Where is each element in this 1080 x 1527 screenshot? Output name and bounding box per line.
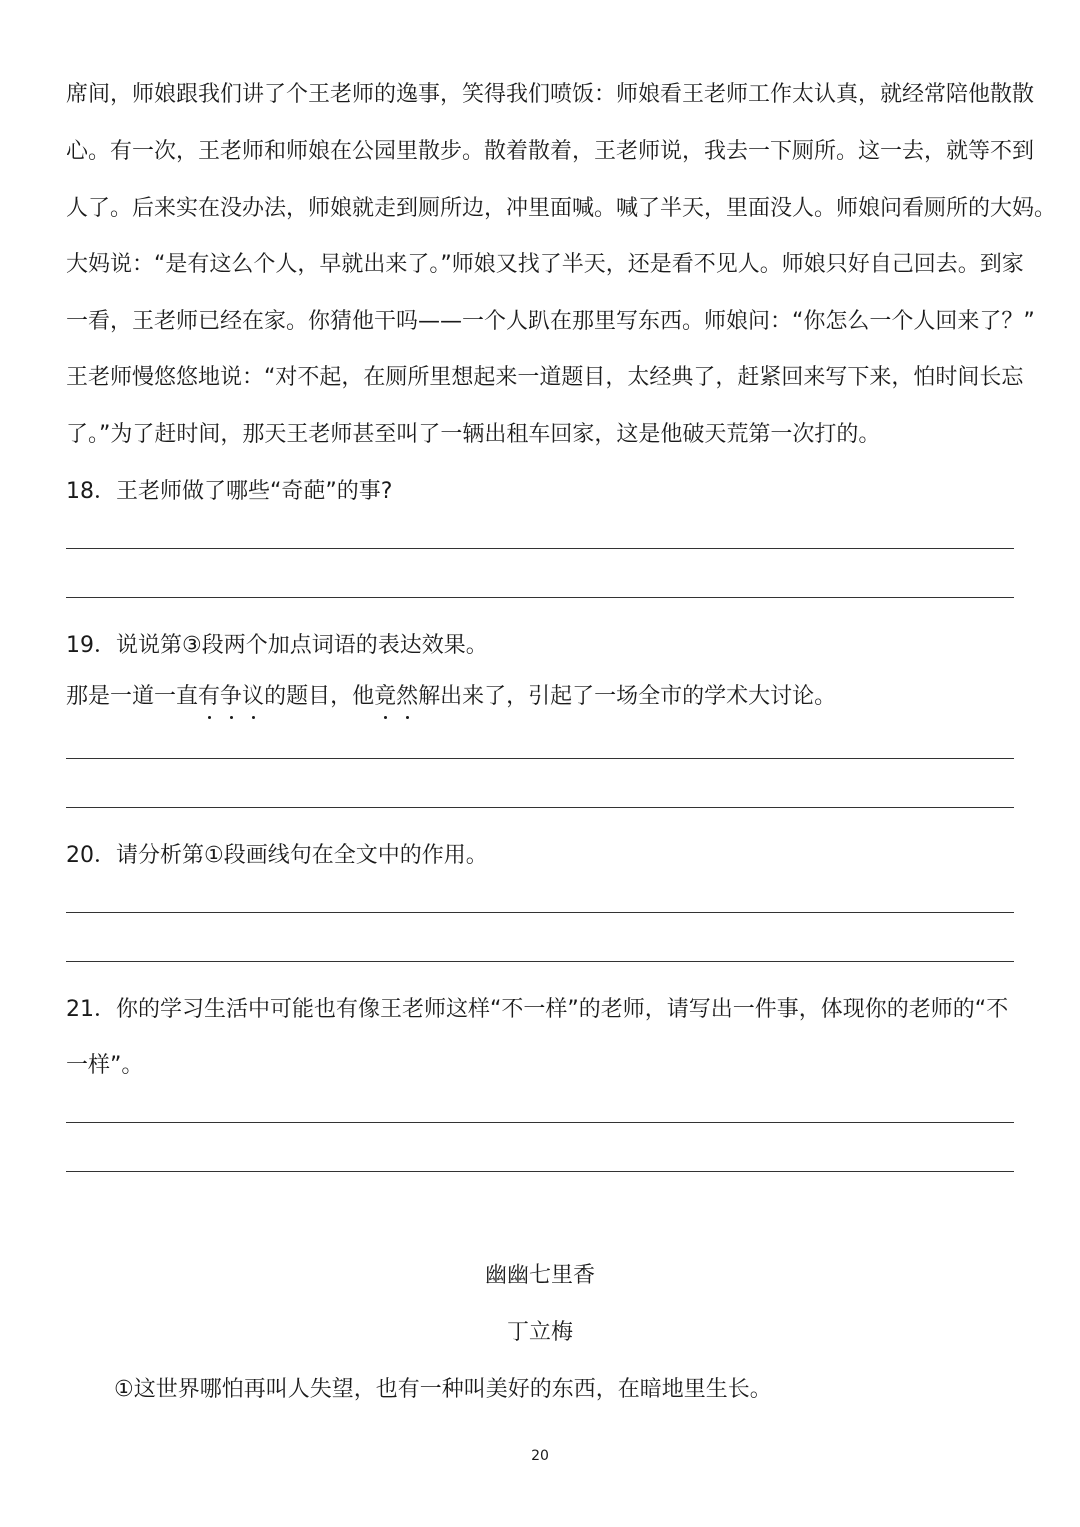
dotted-word-1 (198, 682, 264, 712)
answer-line-q20-2[interactable] (66, 961, 1014, 962)
article-author: 丁立梅 (506, 1320, 573, 1345)
answer-line-q19-1[interactable] (66, 758, 1014, 759)
dotted-char: 议 (242, 682, 264, 712)
question-20: 20．请分析第①段画线句在全文中的作用。 (66, 843, 488, 868)
question-21-line-2: 一样”。 (66, 1053, 144, 1078)
dotted-char: 竟 (374, 682, 396, 712)
article-first-paragraph: ①这世界哪怕再叫人失望，也有一种叫美好的东西，在暗地里生长。 (114, 1377, 772, 1402)
article-title: 幽幽七里香 (484, 1263, 595, 1288)
question-21-line-1: 21．你的学习生活中可能也有像王老师这样“不一样”的老师，请写出一件事，体现你的老师的“不 (66, 997, 1009, 1022)
answer-line-q19-2[interactable] (66, 807, 1014, 808)
question-19-sentence (66, 682, 1016, 712)
passage-line: 人了。后来实在没办法，师娘就走到厕所边，冲里面喊。喊了半天，里面没人。师娘问看厕所的大妈。 (66, 196, 1057, 221)
passage-line: 王老师慢悠悠地说：“对不起，在厕所里想起来一道题目，太经典了，赶紧回来写下来，怕时间长忘 (66, 365, 1024, 390)
answer-line-q21-2[interactable] (66, 1171, 1014, 1172)
sentence-part-1: 那是一道一直 (66, 684, 199, 709)
answer-line-q18-2[interactable] (66, 597, 1014, 598)
answer-line-q20-1[interactable] (66, 912, 1014, 913)
dotted-char: 有 (198, 682, 220, 712)
question-18: 18．王老师做了哪些“奇葩”的事? (66, 479, 393, 504)
dotted-word-2 (374, 682, 418, 712)
dotted-char: 然 (396, 682, 418, 712)
page-number: 20 (531, 1448, 549, 1464)
answer-line-q18-1[interactable] (66, 548, 1014, 549)
dotted-char: 争 (220, 682, 242, 712)
passage-line: 席间，师娘跟我们讲了个王老师的逸事，笑得我们喷饭：师娘看王老师工作太认真，就经常陪他散散 (66, 82, 1035, 107)
passage-line: 一看，王老师已经在家。你猜他干吗——一个人趴在那里写东西。师娘问：“你怎么一个人回来了？” (66, 309, 1035, 334)
sentence-part-2: 的题目，他 (264, 684, 375, 709)
question-19: 19．说说第③段两个加点词语的表达效果。 (66, 633, 488, 658)
passage-line: 大妈说：“是有这么个人，早就出来了。”师娘又找了半天，还是看不见人。师娘只好自己回去。到家 (66, 252, 1024, 277)
sentence-part-3: 解出来了，引起了一场全市的学术大讨论。 (418, 684, 837, 709)
passage-line: 了。”为了赶时间，那天王老师甚至叫了一辆出租车回家，这是他破天荒第一次打的。 (66, 422, 881, 447)
answer-line-q21-1[interactable] (66, 1122, 1014, 1123)
passage-line: 心。有一次，王老师和师娘在公园里散步。散着散着，王老师说，我去一下厕所。这一去，就等不到 (66, 139, 1035, 164)
